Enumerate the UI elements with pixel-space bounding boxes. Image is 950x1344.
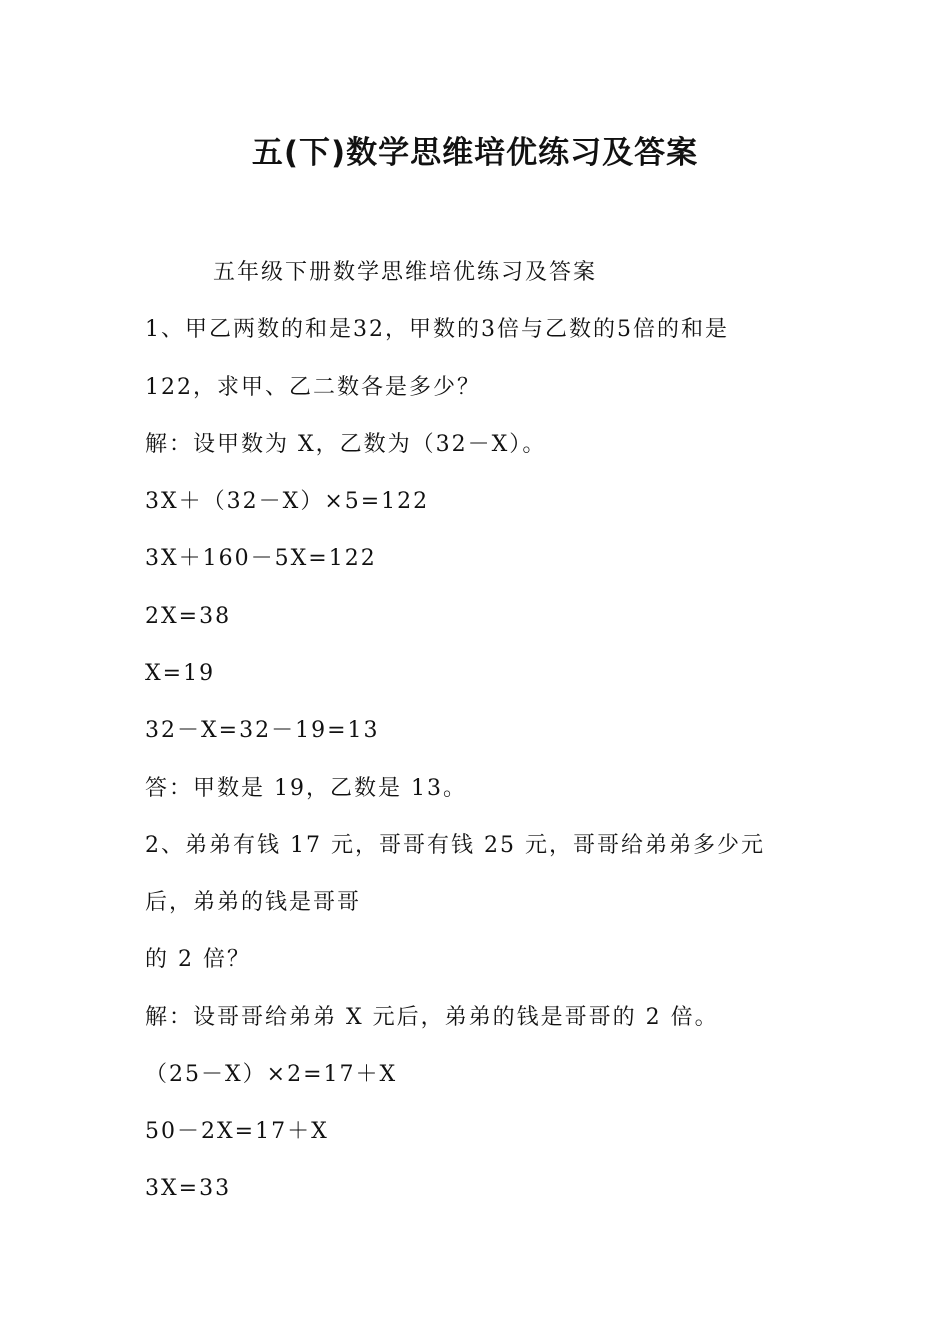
solution-2-step-3: 3X=33 [145,1176,232,1201]
problem-1-line-1: 1、甲乙两数的和是32，甲数的3倍与乙数的5倍的和是 [145,317,729,342]
answer-1: 答：甲数是 19，乙数是 13。 [145,776,467,801]
solution-2-step-2: 50－2X=17＋X [145,1119,329,1144]
document-title: 五(下)数学思维培优练习及答案 [251,135,699,171]
solution-2-step-1: （25－X）×2=17＋X [145,1062,398,1087]
solution-1-step-5: 32－X=32－19=13 [145,718,380,743]
solution-1-step-2: 3X＋160－5X=122 [145,546,377,571]
problem-2-line-1: 2、弟弟有钱 17 元，哥哥有钱 25 元，哥哥给弟弟多少元 [145,833,765,858]
problem-1-line-2: 122，求甲、乙二数各是多少？ [145,375,481,400]
problem-2-line-3: 的 2 倍？ [145,947,251,972]
solution-1-setup: 解：设甲数为 X，乙数为（32－X）。 [145,432,547,457]
document-subtitle: 五年级下册数学思维培优练习及答案 [213,260,598,285]
solution-1-step-1: 3X＋（32－X）×5=122 [145,489,430,514]
solution-1-step-3: 2X=38 [145,604,232,629]
solution-2-setup: 解：设哥哥给弟弟 X 元后，弟弟的钱是哥哥的 2 倍。 [145,1005,719,1030]
solution-1-step-4: X=19 [145,661,216,686]
problem-2-line-2: 后，弟弟的钱是哥哥 [145,890,362,915]
